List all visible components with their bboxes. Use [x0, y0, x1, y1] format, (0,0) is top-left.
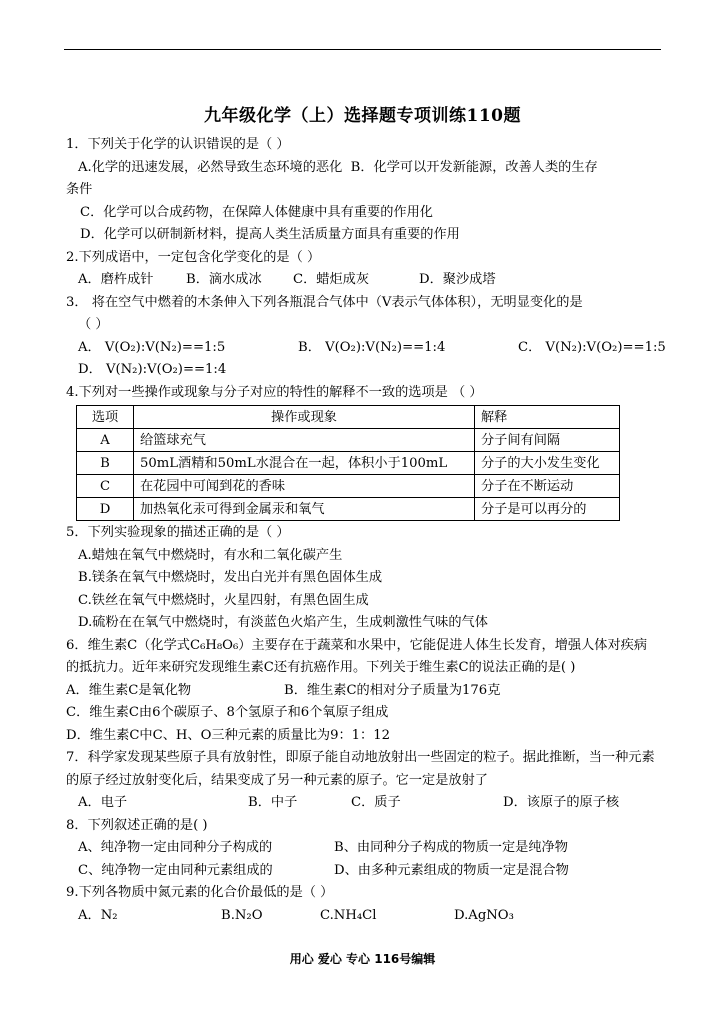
- q6-option-a: A．维生素C是氧化物: [66, 682, 192, 698]
- q3-answer-blank: （ ）: [78, 317, 109, 332]
- table-cell: 50mL酒精和50mL水混合在一起，体积小于100mL: [134, 452, 475, 475]
- q5-option-d: D.硫粉在在氧气中燃烧时，有淡蓝色火焰产生，生成刺激性气味的气体: [78, 615, 488, 630]
- q6-stem: 6．维生素C（化学式C₆H₈O₆）主要存在于蔬菜和水果中，它能促进人体生长发育，增强人体对疾病的抵抗力。近年来研究发现维生素C还有抗癌作用。下列关于维生素C的说法正确的是( ): [66, 637, 648, 675]
- table-cell: 加热氧化汞可得到金属汞和氧气: [134, 498, 475, 521]
- q7-options: [66, 792, 660, 815]
- q6-option-b: B．维生素C的相对分子质量为176克: [284, 682, 501, 698]
- q5-option-a: A.蜡烛在氧气中燃烧时，有水和二氧化碳产生: [78, 547, 343, 563]
- q2-option-b: B．滴水成冰: [186, 272, 262, 287]
- table-cell: 给篮球充气: [134, 429, 475, 452]
- q4-table: [76, 405, 620, 521]
- q9-option-a: A．N₂: [78, 907, 118, 923]
- q6-options-ab: [66, 680, 660, 703]
- q1-stem: 1．下列关于化学的认识错误的是（ ）: [66, 137, 290, 152]
- table-row: [77, 429, 620, 452]
- table-cell: 分子是可以再分的: [475, 498, 620, 521]
- table-cell: C: [77, 475, 134, 498]
- q5-option-c: C.铁丝在氧气中燃烧时，火星四射，有黑色固生成: [78, 592, 369, 608]
- table-row: [77, 498, 620, 521]
- question-list: [66, 134, 666, 927]
- table-cell: 在花园中可闻到花的香味: [134, 475, 475, 498]
- q8-options-cd: [66, 860, 660, 883]
- q3-options-abc: [66, 337, 666, 360]
- table-cell: A: [77, 429, 134, 452]
- q3-option-a: A． V(O₂):V(N₂)==1:5: [78, 339, 226, 355]
- table-header-cell: 操作或现象: [134, 406, 475, 429]
- page-footer: 用心 爱心 专心 116号编辑: [289, 952, 436, 966]
- q8-option-a: A、纯净物一定由同种分子构成的: [78, 840, 273, 855]
- q3-option-b: B． V(O₂):V(N₂)==1:4: [298, 339, 446, 355]
- q5-option-b: B.镁条在氧气中燃烧时，发出白光并有黑色固体生成: [78, 570, 383, 585]
- q2-option-d: D．聚沙成塔: [419, 272, 496, 287]
- table-row: [77, 452, 620, 475]
- q2-option-a: A．磨杵成针: [78, 272, 154, 287]
- q1-option-a: A.化学的迅速发展，必然导致生态环境的恶化: [78, 159, 343, 175]
- q1-option-b: B．化学可以开发新能源，改善人类的生存: [350, 159, 598, 175]
- q8-option-c: C、纯净物一定由同种元素组成的: [78, 862, 273, 878]
- table-cell: B: [77, 452, 134, 475]
- q1-option-b-cont: 条件: [66, 182, 93, 197]
- q7-option-c: C．质子: [351, 795, 401, 810]
- q7-stem: 7．科学家发现某些原子具有放射性，即原子能自动地放射出一些固定的粒子。据此推断，当一种元素的原子经过放射变化后，结果变成了另一种元素的原子。它一定是放射了: [66, 750, 655, 788]
- q8-option-d: D、由多种元素组成的物质一定是混合物: [334, 862, 569, 878]
- q2-option-c: C．蜡炬成灰: [293, 272, 370, 287]
- q6-option-c: C．维生素C由6个碳原子、8个氢原子和6个氧原子组成: [66, 705, 389, 720]
- q3-option-c: C． V(N₂):V(O₂)==1:5: [518, 339, 666, 355]
- q9-stem: 9.下列各物质中氮元素的化合价最低的是（ ）: [66, 885, 334, 900]
- q8-stem: 8．下列叙述正确的是( ): [66, 817, 208, 833]
- q9-option-d: D.AgNO₃: [454, 907, 514, 923]
- table-cell: 分子的大小发生变化: [475, 452, 620, 475]
- q7-option-a: A．电子: [78, 795, 128, 810]
- q1-options-ab: [66, 157, 660, 180]
- q7-option-b: B．中子: [248, 795, 298, 810]
- page-title: 九年级化学（上）选择题专项训练110题: [204, 106, 521, 126]
- q9-options: [66, 905, 660, 928]
- q1-option-d: D．化学可以研制新材料，提高人类生活质量方面具有重要的作用: [80, 227, 460, 242]
- q5-stem: 5．下列实验现象的描述正确的是（ ）: [66, 525, 290, 540]
- table-cell: 分子间有间隔: [475, 429, 620, 452]
- table-cell: D: [77, 498, 134, 521]
- q3-stem: 3． 将在空气中燃着的木条伸入下列各瓶混合气体中（V表示气体体积），无明显变化的是: [66, 294, 583, 310]
- table-header-cell: 解释: [475, 406, 620, 429]
- q3-option-d: D． V(N₂):V(O₂)==1:4: [78, 362, 227, 377]
- table-cell: 分子在不断运动: [475, 475, 620, 498]
- q1-option-c: C．化学可以合成药物，在保障人体健康中具有重要的作用化: [80, 204, 433, 220]
- header-rule: [64, 49, 661, 50]
- q6-option-d: D．维生素C中C、H、O三种元素的质量比为9：1：12: [66, 727, 391, 743]
- table-header-cell: 选项: [77, 406, 134, 429]
- q8-options-ab: [66, 837, 660, 860]
- table-row: [77, 475, 620, 498]
- q8-option-b: B、由同种分子构成的物质一定是纯净物: [334, 840, 568, 855]
- q9-option-c: C.NH₄Cl: [320, 907, 377, 923]
- q2-options: [66, 269, 660, 292]
- table-header-row: [77, 406, 620, 429]
- q4-stem: 4.下列对一些操作或现象与分子对应的特性的解释不一致的选项是 （ ）: [66, 384, 483, 400]
- q7-option-d: D．该原子的原子核: [503, 795, 620, 810]
- q9-option-b: B.N₂O: [221, 907, 263, 923]
- q2-stem: 2.下列成语中，一定包含化学变化的是（ ）: [66, 249, 321, 265]
